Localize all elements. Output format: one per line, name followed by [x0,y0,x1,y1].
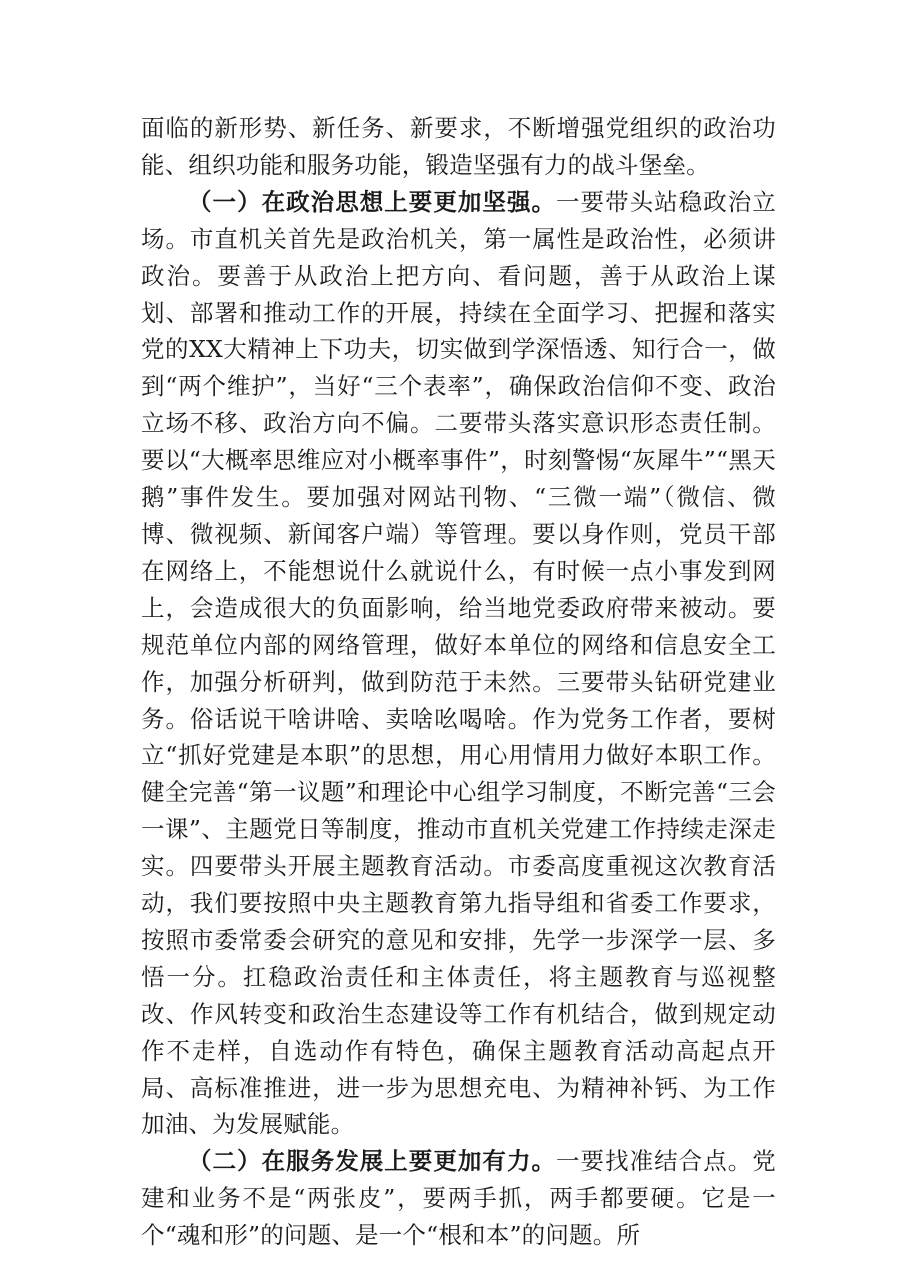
paragraph-1-text: 面临的新形势、新任务、新要求，不断增强党组织的政治功能、组织功能和服务功能，锻造坚强有力的战斗堡垒。 [141,114,776,179]
section-heading-2: （二）在服务发展上要更加有力。 [188,1147,557,1176]
paragraph-3-text: 一要找准结合点。党建和业务不是“两张皮”，要两手抓，两手都要硬。它是一个“魂和形”的问题、是一个“根和本”的问题。所 [141,1147,776,1250]
section-heading-1: （一）在政治思想上要更加坚强。 [188,187,557,216]
paragraph-2-text: 一要带头站稳政治立场。市直机关首先是政治机关，第一属性是政治性，必须讲政治。要善于从政治上把方向、看问题，善于从政治上谋划、部署和推动工作的开展，持续在全面学习、把握和落实党的XX大精神上下功夫，切实做到学深悟透、知行合一，做到“两个维护”，当好“三个表率”，确保政治信仰不变、政治立场不移、政治方向不偏。二要带头落实意识形态责任制。要以“大概率思维应对小概率事件”，时刻警惕“灰犀牛”“黑天鹅”事件发生。要加强对网站刊物、“三微一端”（微信、微博、微视频、新闻客户端）等管理。要以身作则，党员干部在网络上，不能想说什么就说什么，有时候一点小事发到网上，会造成很大的负面影响，给当地党委政府带来被动。要规范单位内部的网络管理，做好本单位的网络和信息安全工作，加强分析研判，做到防范于未然。三要带头钻研党建业务。俗话说干啥讲啥、卖啥吆喝啥。作为党务工作者，要树立“抓好党建是本职”的思想，用心用情用力做好本职工作。健全完善“第一议题”和理论中心组学习制度，不断完善“三会一课”、主题党日等制度，推动市直机关党建工作持续走深走实。四要带头开展主题教育活动。市委高度重视这次教育活动，我们要按照中央主题教育第九指导组和省委工作要求，按照市委常委会研究的意见和安排，先学一步深学一层、多悟一分。扛稳政治责任和主体责任，将主题教育与巡视整改、作风转变和政治生态建设等工作有机结合，做到规定动作不走样，自选动作有特色，确保主题教育活动高起点开局、高标准推进，进一步为思想充电、为精神补钙、为工作加油、为发展赋能。 [141,187,776,1139]
document-body [141,110,776,1254]
paragraph-2 [141,184,776,1144]
paragraph-1 [141,110,776,184]
paragraph-3 [141,1143,776,1254]
